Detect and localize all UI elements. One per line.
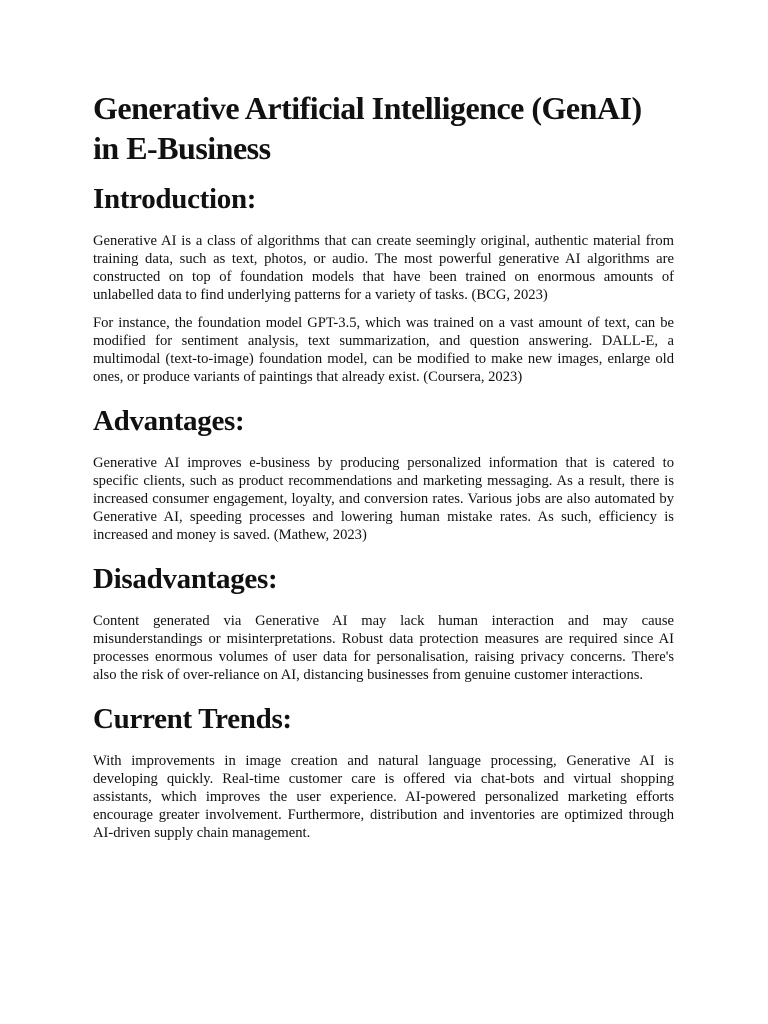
section-disadvantages [93, 562, 674, 684]
document-page [93, 88, 674, 852]
disadvantages-paragraph: Content generated via Generative AI may lack human interaction and may cause misunderstandings or misinterpretations. Robust data protection measures are required since AI processes enormous volumes of user data for personalisation, raising privacy concerns. There's also the risk of over-reliance on AI, distancing businesses from genuine customer interactions. [93, 613, 674, 683]
current-trends-paragraph: With improvements in image creation and natural language processing, Generative AI is developing quickly. Real-time customer care is offered via chat-bots and virtual shopping assistants, which improves the user experience. AI-powered personalized marketing efforts encourage greater involvement. Furthermore, distribution and inventories are optimized through AI-driven supply chain management. [93, 753, 674, 841]
section-heading-advantages: Advantages: [93, 405, 245, 437]
introduction-paragraph-1: Generative AI is a class of algorithms that can create seemingly original, authentic material from training data, such as text, photos, or audio. The most powerful generative AI algorithms are constructed on top of foundation models that have been trained on enormous amounts of unlabelled data to find underlying patterns for a variety of tasks. (BCG, 2023) [93, 233, 674, 303]
section-heading-disadvantages: Disadvantages: [93, 563, 278, 595]
introduction-paragraph-2: For instance, the foundation model GPT-3.5, which was trained on a vast amount of text, can be modified for sentiment analysis, text summarization, and question answering. DALL-E, a multimodal (text-to-image) foundation model, can be modified to make new images, enlarge old ones, or produce variants of paintings that already exist. (Coursera, 2023) [93, 315, 674, 385]
section-current-trends [93, 702, 674, 842]
section-introduction [93, 182, 674, 386]
section-heading-current-trends: Current Trends: [93, 703, 292, 735]
section-heading-introduction: Introduction: [93, 183, 257, 215]
document-title: Generative Artificial Intelligence (GenAI) in E-Business [93, 90, 642, 166]
section-advantages [93, 404, 674, 544]
advantages-paragraph: Generative AI improves e-business by producing personalized information that is catered to specific clients, such as product recommendations and marketing messaging. As a result, there is increased consumer engagement, loyalty, and conversion rates. Various jobs are also automated by Generative AI, speeding processes and lowering human mistake rates. As such, efficiency is increased and money is saved. (Mathew, 2023) [93, 455, 674, 543]
